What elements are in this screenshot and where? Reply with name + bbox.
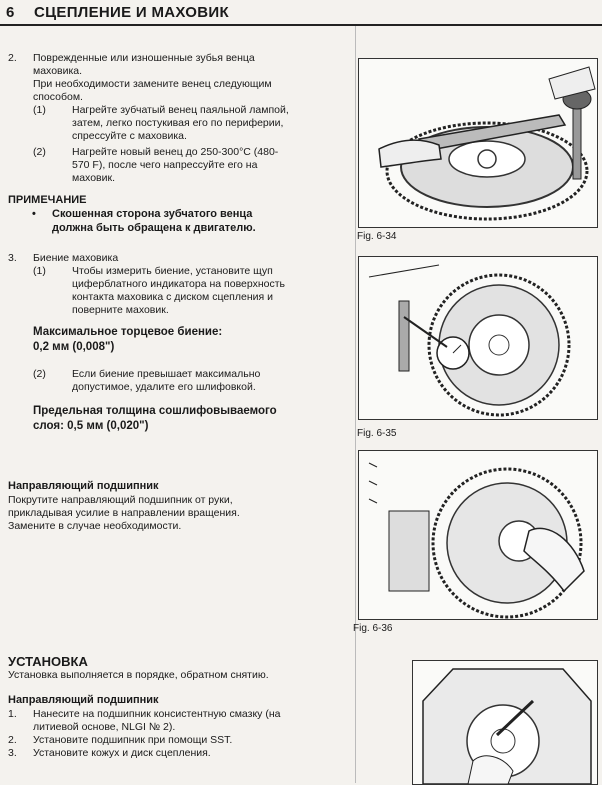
note-line2: должна быть обращена к двигателю.: [52, 222, 256, 234]
grind-limit-label: Предельная толщина сошлифовываемого: [33, 405, 277, 417]
page-number: 6: [6, 4, 15, 21]
pilot-bearing-install-illustration-icon: [412, 660, 598, 785]
item2-line2: маховика.: [33, 65, 83, 77]
item2-sub2-line1: Нагрейте новый венец до 250-300°С (480-: [72, 146, 279, 158]
installation-subheading: Направляющий подшипник: [8, 694, 159, 706]
item3-sub1-line2: циферблатного индикатора на поверхность: [72, 278, 286, 290]
item2-line3: При необходимости замените венец следующим: [33, 78, 272, 90]
item2-sub1-number: (1): [33, 104, 46, 116]
item3-sub1-line3: контакта маховика с диском сцепления и: [72, 291, 273, 303]
runout-spec-label: Максимальное торцевое биение:: [33, 326, 223, 338]
install-step-2-line1: Установите подшипник при помощи SST.: [33, 734, 233, 746]
pilot-bearing-hand-check-illustration-icon: [358, 450, 598, 620]
flywheel-ring-gear-hammer-illustration-icon: [358, 58, 598, 228]
item2-sub2-number: (2): [33, 146, 46, 158]
figure-caption-6-35: Fig. 6-35: [357, 428, 397, 439]
column-divider: [355, 26, 356, 783]
installation-heading: УСТАНОВКА: [8, 654, 88, 669]
item2-sub2-line3: маховик.: [72, 172, 115, 184]
install-step-1-number: 1.: [8, 708, 17, 720]
item2-sub1-line2: затем, легко постукивая его по периферии,: [72, 117, 284, 129]
installation-text: Установка выполняется в порядке, обратном снятию.: [8, 669, 269, 681]
item2-line4: способом.: [33, 91, 83, 103]
item3-sub2-line2: допустимое, удалите его шлифовкой.: [72, 381, 256, 393]
item3-sub1-line1: Чтобы измерить биение, установите щуп: [72, 265, 273, 277]
figure-caption-6-34: Fig. 6-34: [357, 231, 397, 242]
note-bullet: •: [32, 208, 36, 220]
page-title: СЦЕПЛЕНИЕ И МАХОВИК: [34, 4, 229, 21]
pilot-bearing-line1: Покрутите направляющий подшипник от руки,: [8, 494, 233, 506]
item2-sub2-line2: 570 F), после чего напрессуйте его на: [72, 159, 258, 171]
item2-line1: Поврежденные или изношенные зубья венца: [33, 52, 255, 64]
install-step-3-number: 3.: [8, 747, 17, 759]
install-step-1-line1: Нанесите на подшипник консистентную смазку (на: [33, 708, 281, 720]
figure-caption-6-36: Fig. 6-36: [353, 623, 393, 634]
item3-sub2-number: (2): [33, 368, 46, 380]
item3-title: Биение маховика: [33, 252, 119, 264]
item2-number: 2.: [8, 52, 17, 64]
item2-sub1-line1: Нагрейте зубчатый венец паяльной лампой,: [72, 104, 289, 116]
note-line1: Скошенная сторона зубчатого венца: [52, 208, 253, 220]
note-heading: ПРИМЕЧАНИЕ: [8, 194, 87, 206]
item2-sub1-line3: спрессуйте с маховика.: [72, 130, 187, 142]
item3-sub1-line4: поверните маховик.: [72, 304, 169, 316]
flywheel-dial-indicator-illustration-icon: [358, 256, 598, 420]
runout-spec-value: 0,2 мм (0,008"): [33, 341, 115, 353]
pilot-bearing-heading: Направляющий подшипник: [8, 480, 159, 492]
pilot-bearing-line3: Замените в случае необходимости.: [8, 520, 182, 532]
pilot-bearing-line2: прикладывая усилие в направлении вращения.: [8, 507, 240, 519]
item3-sub1-number: (1): [33, 265, 46, 277]
install-step-3-line1: Установите кожух и диск сцепления.: [33, 747, 211, 759]
install-step-2-number: 2.: [8, 734, 17, 746]
grind-limit-value: слоя: 0,5 мм (0,020"): [33, 420, 149, 432]
item3-sub2-line1: Если биение превышает максимально: [72, 368, 261, 380]
install-step-1-line2: литиевой основе, NLGI № 2).: [33, 721, 176, 733]
header-rule: [0, 24, 602, 26]
item3-number: 3.: [8, 252, 17, 264]
